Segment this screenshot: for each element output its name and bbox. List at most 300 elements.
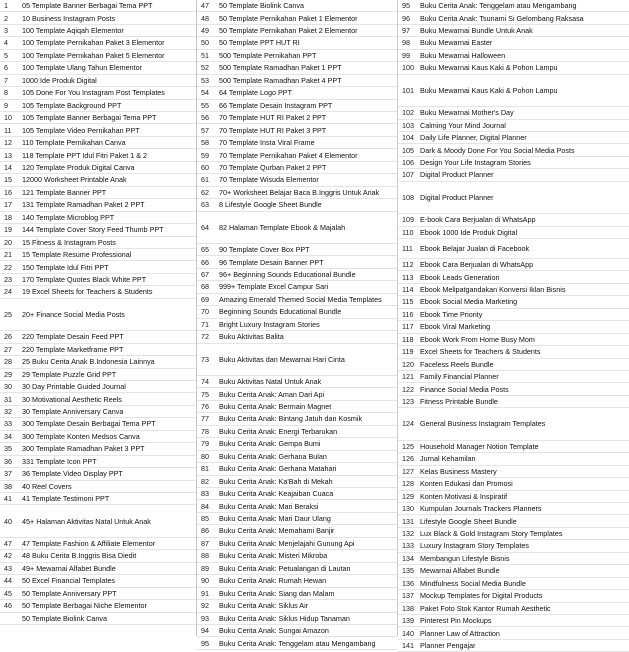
- row-number: 2: [4, 13, 8, 23]
- row-number: 138: [402, 603, 414, 613]
- product-title: 118 Template PPT Idul Fitri Paket 1 & 2: [22, 150, 148, 160]
- row-number: 37: [4, 469, 12, 479]
- row-number: 41: [4, 494, 12, 504]
- table-row[interactable]: [197, 613, 397, 625]
- row-number: 3: [4, 26, 8, 35]
- product-title: 96+ Beginning Sounds Educational Bundle: [219, 270, 356, 280]
- table-row[interactable]: [197, 376, 397, 388]
- row-number: 65: [201, 245, 209, 255]
- table-row[interactable]: [0, 12, 196, 24]
- row-number: 40: [4, 516, 12, 526]
- table-row[interactable]: [0, 563, 196, 575]
- product-title: Ebook 1000 Ide Produk Digital: [420, 227, 518, 237]
- row-number: 12: [4, 138, 12, 148]
- table-row[interactable]: [197, 256, 397, 268]
- table-row[interactable]: [0, 199, 196, 211]
- table-row[interactable]: [0, 174, 196, 186]
- table-row[interactable]: [398, 441, 629, 453]
- row-number: 123: [402, 397, 414, 407]
- table-row[interactable]: [398, 396, 629, 408]
- table-row[interactable]: [398, 346, 629, 358]
- product-title: Bright Luxury Instagram Stories: [219, 319, 320, 329]
- row-number: 104: [402, 133, 414, 143]
- table-row[interactable]: [398, 503, 629, 515]
- table-row[interactable]: [398, 453, 629, 465]
- table-row[interactable]: [0, 125, 196, 137]
- table-row[interactable]: [0, 393, 196, 405]
- table-row[interactable]: [398, 553, 629, 565]
- table-row[interactable]: [0, 224, 196, 236]
- row-number: 34: [4, 431, 12, 441]
- table-row[interactable]: [398, 169, 629, 181]
- table-row[interactable]: [0, 162, 196, 174]
- table-row[interactable]: [197, 525, 397, 537]
- product-title: 170 Template Quotes Black White PPT: [22, 275, 147, 284]
- table-row[interactable]: [398, 540, 629, 552]
- row-number: 24: [4, 287, 12, 297]
- table-row[interactable]: [0, 249, 196, 261]
- table-row[interactable]: [0, 588, 196, 600]
- table-row[interactable]: [0, 481, 196, 493]
- column-3: [398, 0, 629, 651]
- row-number: 66: [201, 257, 209, 267]
- table-row[interactable]: [197, 50, 397, 62]
- table-row[interactable]: [398, 50, 629, 62]
- row-number: 128: [402, 479, 414, 489]
- table-row[interactable]: [0, 505, 196, 537]
- product-title: Pinterest Pin Mockups: [420, 616, 492, 626]
- row-number: 100: [402, 63, 414, 73]
- row-number: 23: [4, 275, 12, 284]
- table-row[interactable]: [398, 214, 629, 226]
- table-row[interactable]: [398, 627, 629, 639]
- table-row[interactable]: [197, 62, 397, 74]
- row-number: 9: [4, 100, 8, 110]
- table-row[interactable]: [0, 575, 196, 587]
- product-title: Buku Cerita Anak: Tenggelam atau Mengambang: [219, 638, 376, 648]
- product-title: Buku Cerita Anak: Siang dan Malam: [219, 588, 335, 598]
- product-title: 15 Fitness & Instagram Posts: [22, 237, 116, 247]
- row-number: 81: [201, 464, 209, 474]
- row-number: 44: [4, 576, 12, 586]
- table-row[interactable]: [197, 488, 397, 500]
- table-row[interactable]: [398, 565, 629, 577]
- table-row[interactable]: [398, 157, 629, 169]
- row-number: 140: [402, 628, 414, 638]
- row-number: 61: [201, 175, 209, 185]
- table-row[interactable]: [398, 25, 629, 37]
- product-title: Daily Life Planner, Digital Planner: [420, 133, 527, 143]
- row-number: 68: [201, 282, 209, 292]
- row-number: 121: [402, 372, 414, 382]
- row-number: 109: [402, 215, 414, 225]
- product-title: 29 Template Puzzle Grid PPT: [22, 369, 117, 379]
- row-number: 69: [201, 294, 209, 304]
- row-number: 48: [201, 13, 209, 23]
- table-row[interactable]: [0, 237, 196, 249]
- row-number: 88: [201, 551, 209, 561]
- table-row[interactable]: [0, 331, 196, 343]
- row-number: 115: [402, 297, 414, 307]
- product-title: Buku Cerita Anak: Memahami Banjir: [219, 526, 335, 536]
- product-title: 8 Lifestyle Google Sheet Bundle: [219, 200, 322, 210]
- row-number: 49: [201, 26, 209, 35]
- table-row[interactable]: [398, 359, 629, 371]
- table-row[interactable]: [0, 299, 196, 331]
- table-row[interactable]: [0, 431, 196, 443]
- row-number: 91: [201, 588, 209, 598]
- row-number: 22: [4, 262, 12, 272]
- product-title: 100 Template Ulang Tahun Elementor: [22, 63, 143, 73]
- row-number: 98: [402, 38, 410, 48]
- row-number: 13: [4, 150, 12, 160]
- product-title: 70 Template HUT RI Paket 3 PPT: [219, 125, 327, 135]
- table-row[interactable]: [398, 132, 629, 144]
- table-row[interactable]: [197, 212, 397, 244]
- row-number: 72: [201, 332, 209, 342]
- product-title: Buku Mewarnai Halloween: [420, 50, 506, 60]
- product-title: 120 Template Produk Digital Canva: [22, 162, 135, 172]
- product-title: Buku Cerita Anak: Gempa Bumi: [219, 439, 321, 449]
- row-number: 29: [4, 369, 12, 379]
- table-row[interactable]: [197, 575, 397, 587]
- product-title: Buku Cerita Anak: Misteri Mikroba: [219, 551, 328, 561]
- product-title: Buku Mewarnai Bundle Untuk Anak: [420, 26, 533, 35]
- product-title: 48 Buku Cerita B.Inggris Bisa Diedit: [22, 551, 137, 561]
- table-row[interactable]: [0, 50, 196, 62]
- table-row[interactable]: [0, 37, 196, 49]
- table-row[interactable]: [398, 528, 629, 540]
- row-number: 89: [201, 563, 209, 573]
- table-row[interactable]: [398, 182, 629, 214]
- product-title: 50 Excel Financial Templates: [22, 576, 115, 586]
- table-row[interactable]: [197, 388, 397, 400]
- row-number: 52: [201, 63, 209, 73]
- table-row[interactable]: [197, 563, 397, 575]
- table-row[interactable]: [398, 371, 629, 383]
- table-row[interactable]: [0, 112, 196, 124]
- table-row[interactable]: [398, 284, 629, 296]
- row-number: 114: [402, 284, 414, 294]
- product-title: 121 Template Banner PPT: [22, 187, 107, 197]
- row-number: 67: [201, 270, 209, 280]
- table-row[interactable]: [0, 600, 196, 612]
- table-row[interactable]: [398, 578, 629, 590]
- product-title: Buku Cerita Anak: Keajaiban Cuaca: [219, 489, 334, 499]
- product-title: Paket Foto Stok Kantor Rumah Aesthetic: [420, 603, 551, 613]
- product-title: 70+ Worksheet Belajar Baca B.Inggris Untuk Anak: [219, 187, 380, 197]
- table-row[interactable]: [197, 112, 397, 124]
- row-number: 60: [201, 162, 209, 172]
- table-row[interactable]: [0, 456, 196, 468]
- table-row[interactable]: [0, 286, 196, 298]
- row-number: 120: [402, 359, 414, 369]
- column-2: [197, 0, 398, 648]
- table-row[interactable]: [398, 37, 629, 49]
- product-title: Finance Social Media Posts: [420, 384, 509, 394]
- table-row[interactable]: [197, 513, 397, 525]
- table-row[interactable]: [0, 137, 196, 149]
- table-row[interactable]: [0, 261, 196, 273]
- table-row[interactable]: [197, 199, 397, 211]
- row-number: 35: [4, 444, 12, 454]
- table-row[interactable]: [398, 227, 629, 239]
- product-title: 30 Day Printable Guided Journal: [22, 382, 126, 392]
- table-row[interactable]: [398, 62, 629, 74]
- row-number: 76: [201, 401, 209, 411]
- table-row[interactable]: [398, 120, 629, 132]
- product-title: 300 Template Desain Berbagai Tema PPT: [22, 419, 156, 429]
- row-number: 87: [201, 538, 209, 548]
- table-row[interactable]: [197, 162, 397, 174]
- table-row[interactable]: [0, 406, 196, 418]
- table-row[interactable]: [0, 381, 196, 393]
- row-number: 33: [4, 419, 12, 429]
- table-row[interactable]: [398, 515, 629, 527]
- table-row[interactable]: [197, 149, 397, 161]
- row-number: 43: [4, 563, 12, 573]
- table-row[interactable]: [398, 75, 629, 107]
- table-row[interactable]: [0, 538, 196, 550]
- product-title: Konten Motivasi & Inspiratif: [420, 491, 508, 501]
- table-row[interactable]: [197, 625, 397, 637]
- row-number: 133: [402, 541, 414, 551]
- product-title: Buku Cerita Anak: Bintang Jatuh dan Kosmik: [219, 414, 363, 424]
- product-title: Membangun Lifestyle Bisnis: [420, 553, 510, 563]
- table-row[interactable]: [197, 426, 397, 438]
- table-row[interactable]: [197, 600, 397, 612]
- table-row[interactable]: [197, 294, 397, 306]
- table-row[interactable]: [398, 296, 629, 308]
- product-title: 70 Template Pernikahan Paket 4 Elementor: [219, 150, 358, 160]
- table-row[interactable]: [398, 640, 629, 652]
- product-title: Ebook Social Media Marketing: [420, 297, 518, 307]
- row-number: 90: [201, 576, 209, 586]
- product-title: 12000 Worksheet Printable Anak: [22, 175, 127, 185]
- table-row[interactable]: [197, 125, 397, 137]
- table-row[interactable]: [398, 408, 629, 440]
- product-title: 105 Template Banner Berbagai Tema PPT: [22, 113, 157, 123]
- product-title: Buku Cerita Anak: Ka'Bah di Mekah: [219, 476, 333, 486]
- product-title: Calming Your Mind Journal: [420, 120, 506, 130]
- product-title: Buku Cerita Anak: Gerhana Bulan: [219, 451, 327, 461]
- table-row[interactable]: [197, 281, 397, 293]
- product-title: Mewarnai Alfabet Bundle: [420, 566, 500, 576]
- row-number: 77: [201, 414, 209, 424]
- row-number: 99: [402, 50, 410, 60]
- table-row[interactable]: [398, 466, 629, 478]
- table-row[interactable]: [398, 383, 629, 395]
- row-number: 102: [402, 108, 414, 118]
- row-number: 70: [201, 307, 209, 317]
- table-row[interactable]: [398, 478, 629, 490]
- table-row[interactable]: [0, 344, 196, 356]
- row-number: 26: [4, 332, 12, 342]
- table-row[interactable]: [0, 87, 196, 99]
- product-title: 300 Template Ramadhan Paket 3 PPT: [22, 444, 145, 454]
- table-row[interactable]: [197, 75, 397, 87]
- product-title: 105 Done For You Instagram Post Templates: [22, 88, 165, 98]
- product-title: 131 Template Ramadhan Paket 2 PPT: [22, 200, 145, 210]
- product-title: Lux Black & Gold Instagram Story Templates: [420, 528, 563, 538]
- table-row[interactable]: [197, 538, 397, 550]
- product-title: Planner Pengajar: [420, 641, 476, 651]
- table-row[interactable]: [0, 443, 196, 455]
- product-title: 220 Template Desain Feed PPT: [22, 332, 124, 342]
- row-number: 92: [201, 601, 209, 611]
- table-row[interactable]: [197, 319, 397, 331]
- table-row[interactable]: [0, 25, 196, 37]
- product-title: Buku Cerita Anak: Aman Dari Api: [219, 389, 325, 399]
- table-row[interactable]: [197, 588, 397, 600]
- product-title: 45+ Halaman Aktivitas Natal Untuk Anak: [22, 516, 151, 526]
- product-title: 220 Template Marketframe PPT: [22, 344, 124, 354]
- product-title: Fitness Printable Bundle: [420, 397, 498, 407]
- table-row[interactable]: [197, 500, 397, 512]
- product-title: 500 Template Ramadhan Paket 1 PPT: [219, 63, 342, 73]
- table-row[interactable]: [398, 590, 629, 602]
- row-number: 1: [4, 1, 8, 11]
- table-row[interactable]: [197, 269, 397, 281]
- product-title: Buku Cerita Anak: Rumah Hewan: [219, 576, 327, 586]
- product-title: Buku Cerita Anak: Petualangan di Lautan: [219, 563, 351, 573]
- product-title: 66 Template Desain Instagram PPT: [219, 100, 333, 110]
- table-row[interactable]: [0, 493, 196, 505]
- table-row[interactable]: [0, 187, 196, 199]
- table-row[interactable]: [0, 0, 196, 12]
- table-row[interactable]: [0, 149, 196, 161]
- table-row[interactable]: [197, 401, 397, 413]
- table-row[interactable]: [197, 174, 397, 186]
- product-title: Excel Sheets for Teachers & Students: [420, 347, 541, 357]
- row-number: 21: [4, 250, 12, 260]
- table-row[interactable]: [0, 75, 196, 87]
- row-number: 58: [201, 138, 209, 148]
- row-number: 97: [402, 26, 410, 35]
- table-row[interactable]: [197, 476, 397, 488]
- table-row[interactable]: [197, 637, 397, 649]
- product-title: 05 Template Banner Berbagai Tema PPT: [22, 1, 153, 11]
- table-row[interactable]: [0, 468, 196, 480]
- table-row[interactable]: [398, 491, 629, 503]
- table-row[interactable]: [0, 100, 196, 112]
- product-title: 500 Template Ramadhan Paket 4 PPT: [219, 75, 342, 85]
- table-row[interactable]: [398, 334, 629, 346]
- row-number: 47: [201, 1, 209, 11]
- table-row[interactable]: [197, 463, 397, 475]
- table-row[interactable]: [197, 37, 397, 49]
- product-title: Luxury Instagram Story Templates: [420, 541, 529, 551]
- table-row[interactable]: [398, 107, 629, 119]
- table-row[interactable]: [0, 212, 196, 224]
- row-number: 59: [201, 150, 209, 160]
- product-title: Digital Product Planner: [420, 192, 494, 202]
- table-row[interactable]: [0, 62, 196, 74]
- table-row[interactable]: [197, 137, 397, 149]
- product-title: 50 Template Pernikahan Paket 2 Elementor: [219, 26, 358, 35]
- product-title: Ebook Work From Home Busy Mom: [420, 334, 535, 344]
- table-row[interactable]: [197, 306, 397, 318]
- table-row[interactable]: [197, 550, 397, 562]
- table-row[interactable]: [197, 344, 397, 376]
- row-number: 63: [201, 200, 209, 210]
- row-number: 19: [4, 225, 12, 235]
- column-1: [0, 0, 197, 636]
- row-number: 32: [4, 406, 12, 416]
- product-title: 70 Template HUT RI Paket 2 PPT: [219, 113, 327, 123]
- product-title: E-book Cara Berjualan di WhatsApp: [420, 215, 536, 225]
- table-row[interactable]: [398, 144, 629, 156]
- product-title: 10 Business Instagram Posts: [22, 13, 116, 23]
- product-title: Ebook Belajar Jualan di Facebook: [420, 243, 530, 253]
- table-row[interactable]: [398, 603, 629, 615]
- table-row[interactable]: [0, 369, 196, 381]
- row-number: 83: [201, 489, 209, 499]
- row-number: 79: [201, 439, 209, 449]
- product-title: Buku Cerita Anak: Siklus Air: [219, 601, 309, 611]
- table-row[interactable]: [398, 309, 629, 321]
- table-row[interactable]: [398, 259, 629, 271]
- table-row[interactable]: [0, 550, 196, 562]
- table-row[interactable]: [197, 0, 397, 12]
- product-title: 140 Template Microblog PPT: [22, 212, 115, 222]
- table-row[interactable]: [197, 25, 397, 37]
- row-number: 28: [4, 357, 12, 367]
- product-title: 30 Template Anniversary Canva: [22, 406, 124, 416]
- row-number: 71: [201, 319, 209, 329]
- row-number: 5: [4, 50, 8, 60]
- table-row[interactable]: [197, 244, 397, 256]
- product-title: Dark & Moody Done For You Social Media Posts: [420, 145, 575, 155]
- row-number: 116: [402, 309, 414, 319]
- table-row[interactable]: [0, 613, 196, 625]
- table-row[interactable]: [197, 413, 397, 425]
- product-title: Buku Cerita Anak: Tenggelam atau Mengambang: [420, 1, 577, 11]
- table-row[interactable]: [197, 331, 397, 343]
- table-row[interactable]: [398, 239, 629, 259]
- table-row[interactable]: [398, 321, 629, 333]
- table-row[interactable]: [197, 87, 397, 99]
- row-number: 84: [201, 501, 209, 511]
- table-row[interactable]: [398, 615, 629, 627]
- product-title: Buku Aktivitas Balita: [219, 332, 284, 342]
- table-row[interactable]: [0, 274, 196, 286]
- product-title: Ebook Melipatgandakan Konversi Iklan Bisnis: [420, 284, 566, 294]
- row-number: 16: [4, 187, 12, 197]
- table-row[interactable]: [197, 451, 397, 463]
- row-number: 129: [402, 491, 414, 501]
- table-row[interactable]: [197, 12, 397, 24]
- table-row[interactable]: [398, 12, 629, 24]
- product-title: Household Manager Notion Template: [420, 441, 539, 451]
- row-number: 62: [201, 187, 209, 197]
- row-number: 139: [402, 616, 414, 626]
- table-row[interactable]: [0, 356, 196, 368]
- product-title: Buku Mewarnai Easter: [420, 38, 493, 48]
- table-row[interactable]: [0, 418, 196, 430]
- row-number: 130: [402, 504, 414, 514]
- row-number: 27: [4, 344, 12, 354]
- product-title: 36 Template Video Display PPT: [22, 469, 123, 479]
- table-row[interactable]: [197, 438, 397, 450]
- product-title: Ebook Time Priority: [420, 309, 483, 319]
- table-row[interactable]: [197, 100, 397, 112]
- table-row[interactable]: [197, 187, 397, 199]
- row-number: 53: [201, 75, 209, 85]
- table-row[interactable]: [398, 0, 629, 12]
- table-row[interactable]: [398, 271, 629, 283]
- product-title: Ebook Leads Generation: [420, 272, 500, 282]
